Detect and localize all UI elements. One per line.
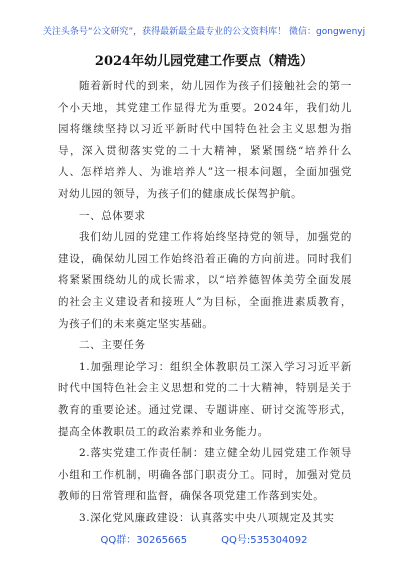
general-requirements-paragraph: 我们幼儿园的党建工作将始终坚持党的领导，加强党的建设，确保幼儿园工作始终沿着正确的方向前进。同时我们将紧紧围绕幼儿的成长需求，以“培养德智体美劳全面发展的社会主义建设者和接班人”为目标，全面推进素质教育，为孩子们的未来奠定坚实基础。 <box>58 231 352 330</box>
section-heading-general-requirements: 一、总体要求 <box>79 209 146 222</box>
document-title: 2024年幼儿园党建工作要点（精选） <box>94 54 314 69</box>
task-item-2: 2.落实党建工作责任制：建立健全幼儿园党建工作领导小组和工作机制，明确各部门职责分工。同时，加强对党员教师的日常管理和监督，确保各项党建工作落到实处。 <box>58 447 352 503</box>
document-body <box>58 76 352 529</box>
intro-paragraph: 随着新时代的到来，幼儿园作为孩子们接触社会的第一个小天地，其党建工作显得尤为重要。2024年，我们幼儿园将继续坚持以习近平新时代中国特色社会主义思想为指导，深入贯彻落实党的二十大精神，紧紧围绕“培养什么人、怎样培养人、为谁培养人”这一根本问题，全面加强党对幼儿园的领导，为孩子们的健康成长保驾护航。 <box>58 80 352 200</box>
top-banner: 关注头条号“公文研究”，获得最新最全最专业的公文资料库！ 微信：gongwenyj <box>42 27 366 37</box>
qq-group-text: QQ群：30265665 <box>100 535 188 546</box>
task-item-3: 3.深化党风廉政建设：认真落实中央八项规定及其实 <box>79 511 335 524</box>
bottom-banner <box>0 534 408 547</box>
qq-number-text: QQ号:535304092 <box>221 535 308 546</box>
section-heading-main-tasks: 二、主要任务 <box>79 339 146 352</box>
task-item-1: 1.加强理论学习：组织全体教职员工深入学习习近平新时代中国特色社会主义思想和党的二十大精神，特别是关于教育的重要论述。通过党课、专题讲座、研讨交流等形式，提高全体教职员工的政治素养和业务能力。 <box>58 360 352 438</box>
